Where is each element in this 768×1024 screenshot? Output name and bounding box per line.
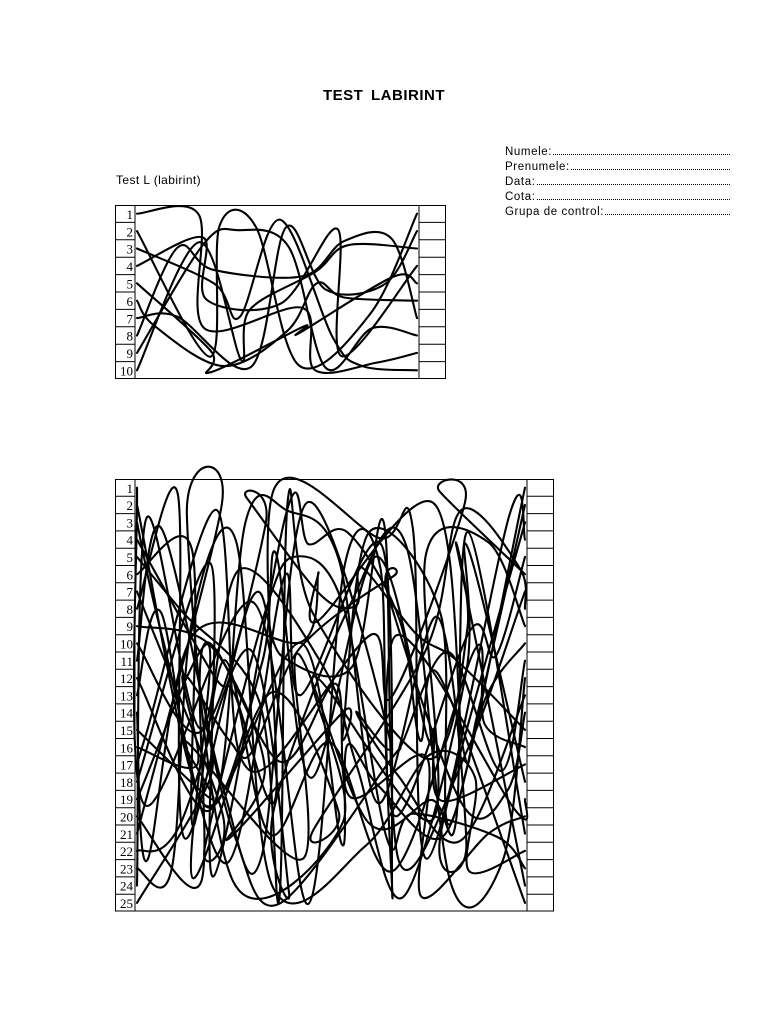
- small-maze-svg: [115, 205, 446, 379]
- answer-cell[interactable]: [528, 688, 553, 703]
- maze-frame: [116, 206, 446, 379]
- answer-cell[interactable]: [528, 601, 553, 616]
- answer-cell[interactable]: [528, 809, 553, 824]
- control-group-line: [605, 213, 730, 215]
- date-label: Data:: [505, 176, 536, 188]
- answer-cell[interactable]: [528, 895, 553, 910]
- row-number: 6: [126, 567, 133, 583]
- row-number: 5: [126, 550, 133, 565]
- answer-cell[interactable]: [420, 206, 445, 221]
- answer-cell[interactable]: [528, 774, 553, 789]
- identification-fields: [505, 143, 730, 218]
- answer-cell[interactable]: [420, 328, 445, 343]
- answer-cell[interactable]: [528, 567, 553, 582]
- row-number: 20: [120, 809, 133, 825]
- answer-cell[interactable]: [420, 276, 445, 291]
- answer-cell[interactable]: [528, 515, 553, 530]
- test-label: Test L (labirint): [116, 173, 202, 187]
- row-number: 4: [126, 532, 133, 548]
- answer-cell[interactable]: [528, 878, 553, 893]
- score-label: Cota:: [505, 191, 536, 203]
- answer-cell[interactable]: [420, 293, 445, 308]
- name-line: [553, 153, 730, 155]
- row-number: 3: [126, 515, 133, 531]
- answer-cell[interactable]: [528, 722, 553, 737]
- answer-cell[interactable]: [420, 241, 445, 256]
- answer-cell[interactable]: [528, 757, 553, 772]
- row-number: 7: [126, 584, 133, 600]
- large-maze: [115, 479, 554, 912]
- row-number: 23: [120, 861, 133, 877]
- row-number: 6: [126, 293, 133, 309]
- answer-cell[interactable]: [528, 826, 553, 841]
- row-number: 11: [120, 653, 133, 669]
- row-number: 1: [126, 206, 133, 222]
- small-maze: [115, 205, 446, 379]
- row-number: 7: [126, 311, 133, 327]
- answer-cell[interactable]: [420, 223, 445, 238]
- row-number: 5: [126, 276, 133, 292]
- first-name-label: Prenumele:: [505, 161, 570, 173]
- row-number: 10: [120, 636, 133, 652]
- answer-cell[interactable]: [528, 618, 553, 633]
- row-number: 4: [126, 259, 133, 275]
- row-number: 2: [126, 498, 133, 514]
- row-number: 8: [126, 328, 133, 344]
- row-number: 18: [120, 774, 133, 790]
- large-maze-svg: [115, 479, 554, 912]
- answer-cell[interactable]: [528, 636, 553, 651]
- answer-cell[interactable]: [528, 549, 553, 564]
- answer-cell[interactable]: [528, 653, 553, 668]
- answer-cell[interactable]: [528, 532, 553, 547]
- answer-cell[interactable]: [528, 843, 553, 858]
- row-number: 3: [126, 241, 133, 257]
- answer-cell[interactable]: [420, 310, 445, 325]
- page-title: TEST LABIRINT: [323, 87, 445, 104]
- answer-cell[interactable]: [420, 363, 445, 378]
- answer-cell[interactable]: [528, 791, 553, 806]
- answer-cell[interactable]: [528, 705, 553, 720]
- control-group-label: Grupa de control:: [505, 206, 605, 218]
- row-number: 9: [126, 619, 133, 635]
- row-number: 10: [120, 363, 133, 379]
- row-number: 9: [126, 346, 133, 362]
- answer-cell[interactable]: [528, 740, 553, 755]
- row-number: 15: [120, 723, 133, 738]
- row-number: 19: [120, 792, 133, 808]
- row-number: 1: [126, 480, 133, 496]
- row-number: 21: [120, 826, 133, 842]
- row-number: 16: [120, 740, 133, 756]
- score-line: [537, 198, 731, 200]
- date-field[interactable]: [505, 173, 730, 188]
- row-number: 8: [126, 601, 133, 617]
- row-number: 17: [120, 757, 133, 773]
- row-number: 13: [120, 688, 133, 704]
- first-name-line: [571, 168, 730, 170]
- row-number: 14: [120, 705, 133, 721]
- control-group-field[interactable]: [505, 203, 730, 218]
- name-field[interactable]: [505, 143, 730, 158]
- answer-cell[interactable]: [528, 861, 553, 876]
- row-number: 22: [120, 844, 133, 860]
- row-number: 25: [120, 896, 133, 911]
- answer-cell[interactable]: [528, 584, 553, 599]
- row-number: 24: [120, 878, 133, 894]
- answer-cell[interactable]: [528, 670, 553, 685]
- first-name-field[interactable]: [505, 158, 730, 173]
- row-number: 2: [126, 224, 133, 240]
- score-field[interactable]: [505, 188, 730, 203]
- date-line: [537, 183, 731, 185]
- row-number: 12: [120, 671, 133, 687]
- name-label: Numele:: [505, 146, 553, 158]
- answer-cell[interactable]: [528, 497, 553, 512]
- answer-cell[interactable]: [420, 345, 445, 360]
- answer-cell[interactable]: [528, 480, 553, 495]
- answer-cell[interactable]: [420, 258, 445, 273]
